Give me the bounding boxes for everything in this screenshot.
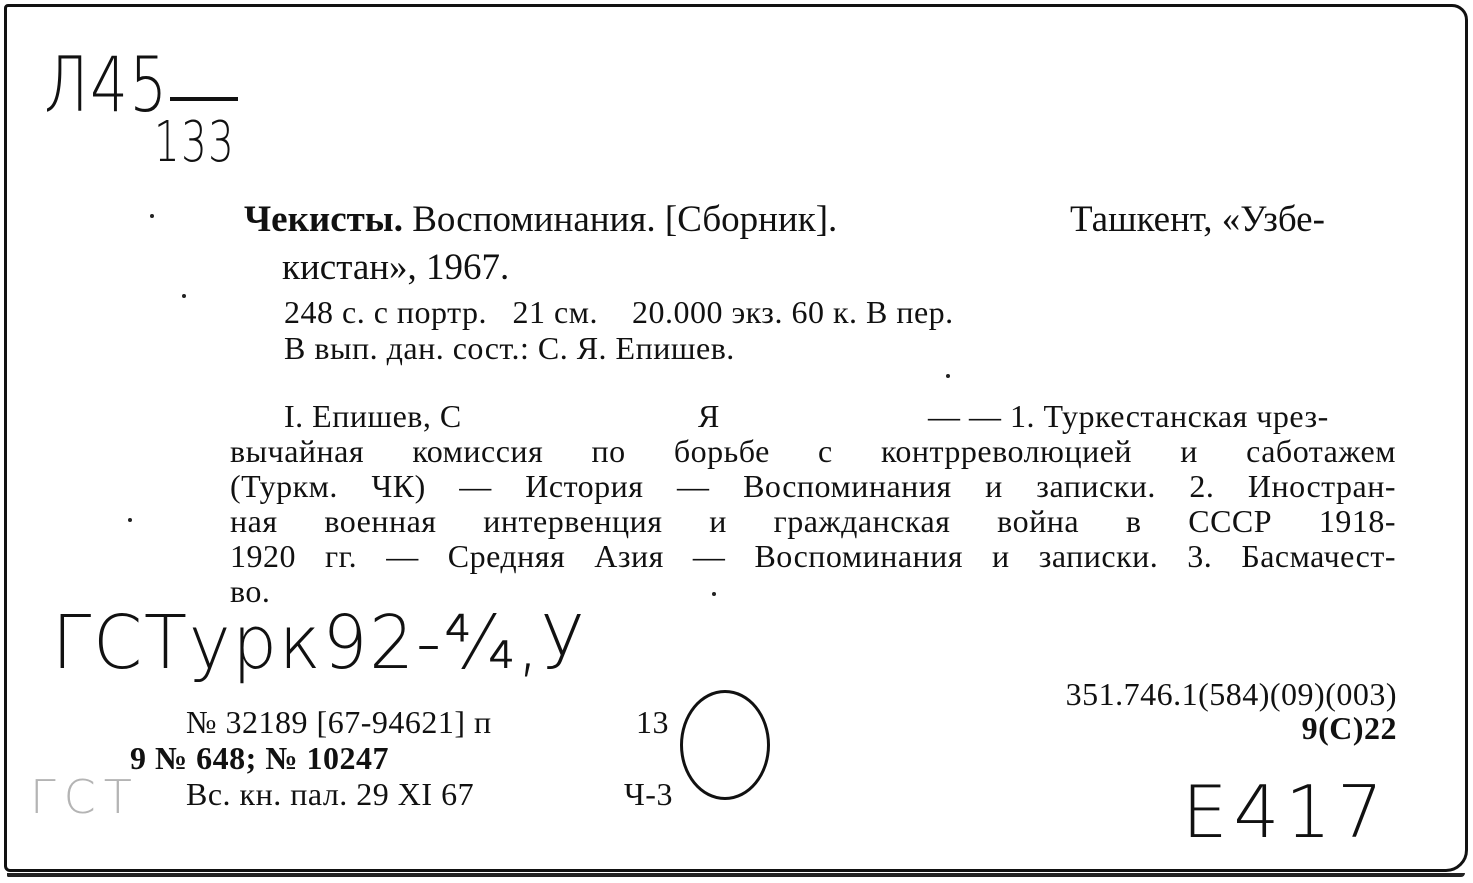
card-number-line-3-code: Ч-3 <box>624 776 673 812</box>
title-line-2: кистан», 1967. <box>282 247 510 288</box>
faint-stamp: ГСТ <box>30 770 140 824</box>
shelf-mark-numerator: Л45 <box>44 40 169 129</box>
stray-dot <box>182 294 186 298</box>
tracing-line-1-mid: Я <box>698 398 720 434</box>
shelf-mark-fraction-line <box>170 97 238 101</box>
stray-dot <box>946 374 950 378</box>
card-number-line-1-num: 13 <box>636 704 669 740</box>
card-number-line-3: Вс. кн. пал. 29 XI 67 <box>186 776 475 812</box>
shelf-mark-denominator: 133 <box>154 110 236 175</box>
card-number-line-1: № 32189 [67-94621] п <box>186 704 492 740</box>
tracing-line-1-left: I. Епишев, С <box>284 398 462 434</box>
card-number-line-2: 9 № 648; № 10247 <box>130 740 389 776</box>
udc-number: 351.746.1(584)(09)(003) <box>1065 676 1397 712</box>
stray-dot <box>150 214 154 218</box>
author-heading: Чекисты. <box>244 199 403 240</box>
title-text: Воспоминания. [Сборник]. <box>412 199 838 240</box>
publication-place: Ташкент, «Узбе- <box>1070 199 1325 240</box>
compiler-line: В вып. дан. сост.: С. Я. Епишев. <box>284 330 735 366</box>
bbk-number: 9(С)22 <box>1301 710 1397 746</box>
tracing-line-last: во. <box>230 573 271 609</box>
tracings-block <box>230 434 1396 609</box>
stray-dot <box>128 518 132 522</box>
hand-drawn-circle <box>680 690 770 800</box>
tracing-line: ная военная интервенция и гражданская война в СССР 1918- <box>230 503 1396 539</box>
handwritten-stamp: ГСТурк92-⁴⁄₄,У <box>52 600 586 686</box>
collation-line: 248 с. с портр. 21 см. 20.000 экз. 60 к. В пер. <box>284 294 954 330</box>
title-line-1 <box>244 198 837 241</box>
tracing-line-1-right: — — 1. Туркестанская чрез- <box>928 398 1329 434</box>
tracing-line: 1920 гг. — Средняя Азия — Воспоминания и записки. 3. Басмачест- <box>230 538 1396 574</box>
tracing-line: (Туркм. ЧК) — История — Воспоминания и записки. 2. Иностран- <box>230 468 1396 504</box>
tracing-line: вычайная комиссия по борьбе с контрреволюцией и саботажем <box>230 433 1396 469</box>
inventory-mark: Е417 <box>1182 770 1389 854</box>
